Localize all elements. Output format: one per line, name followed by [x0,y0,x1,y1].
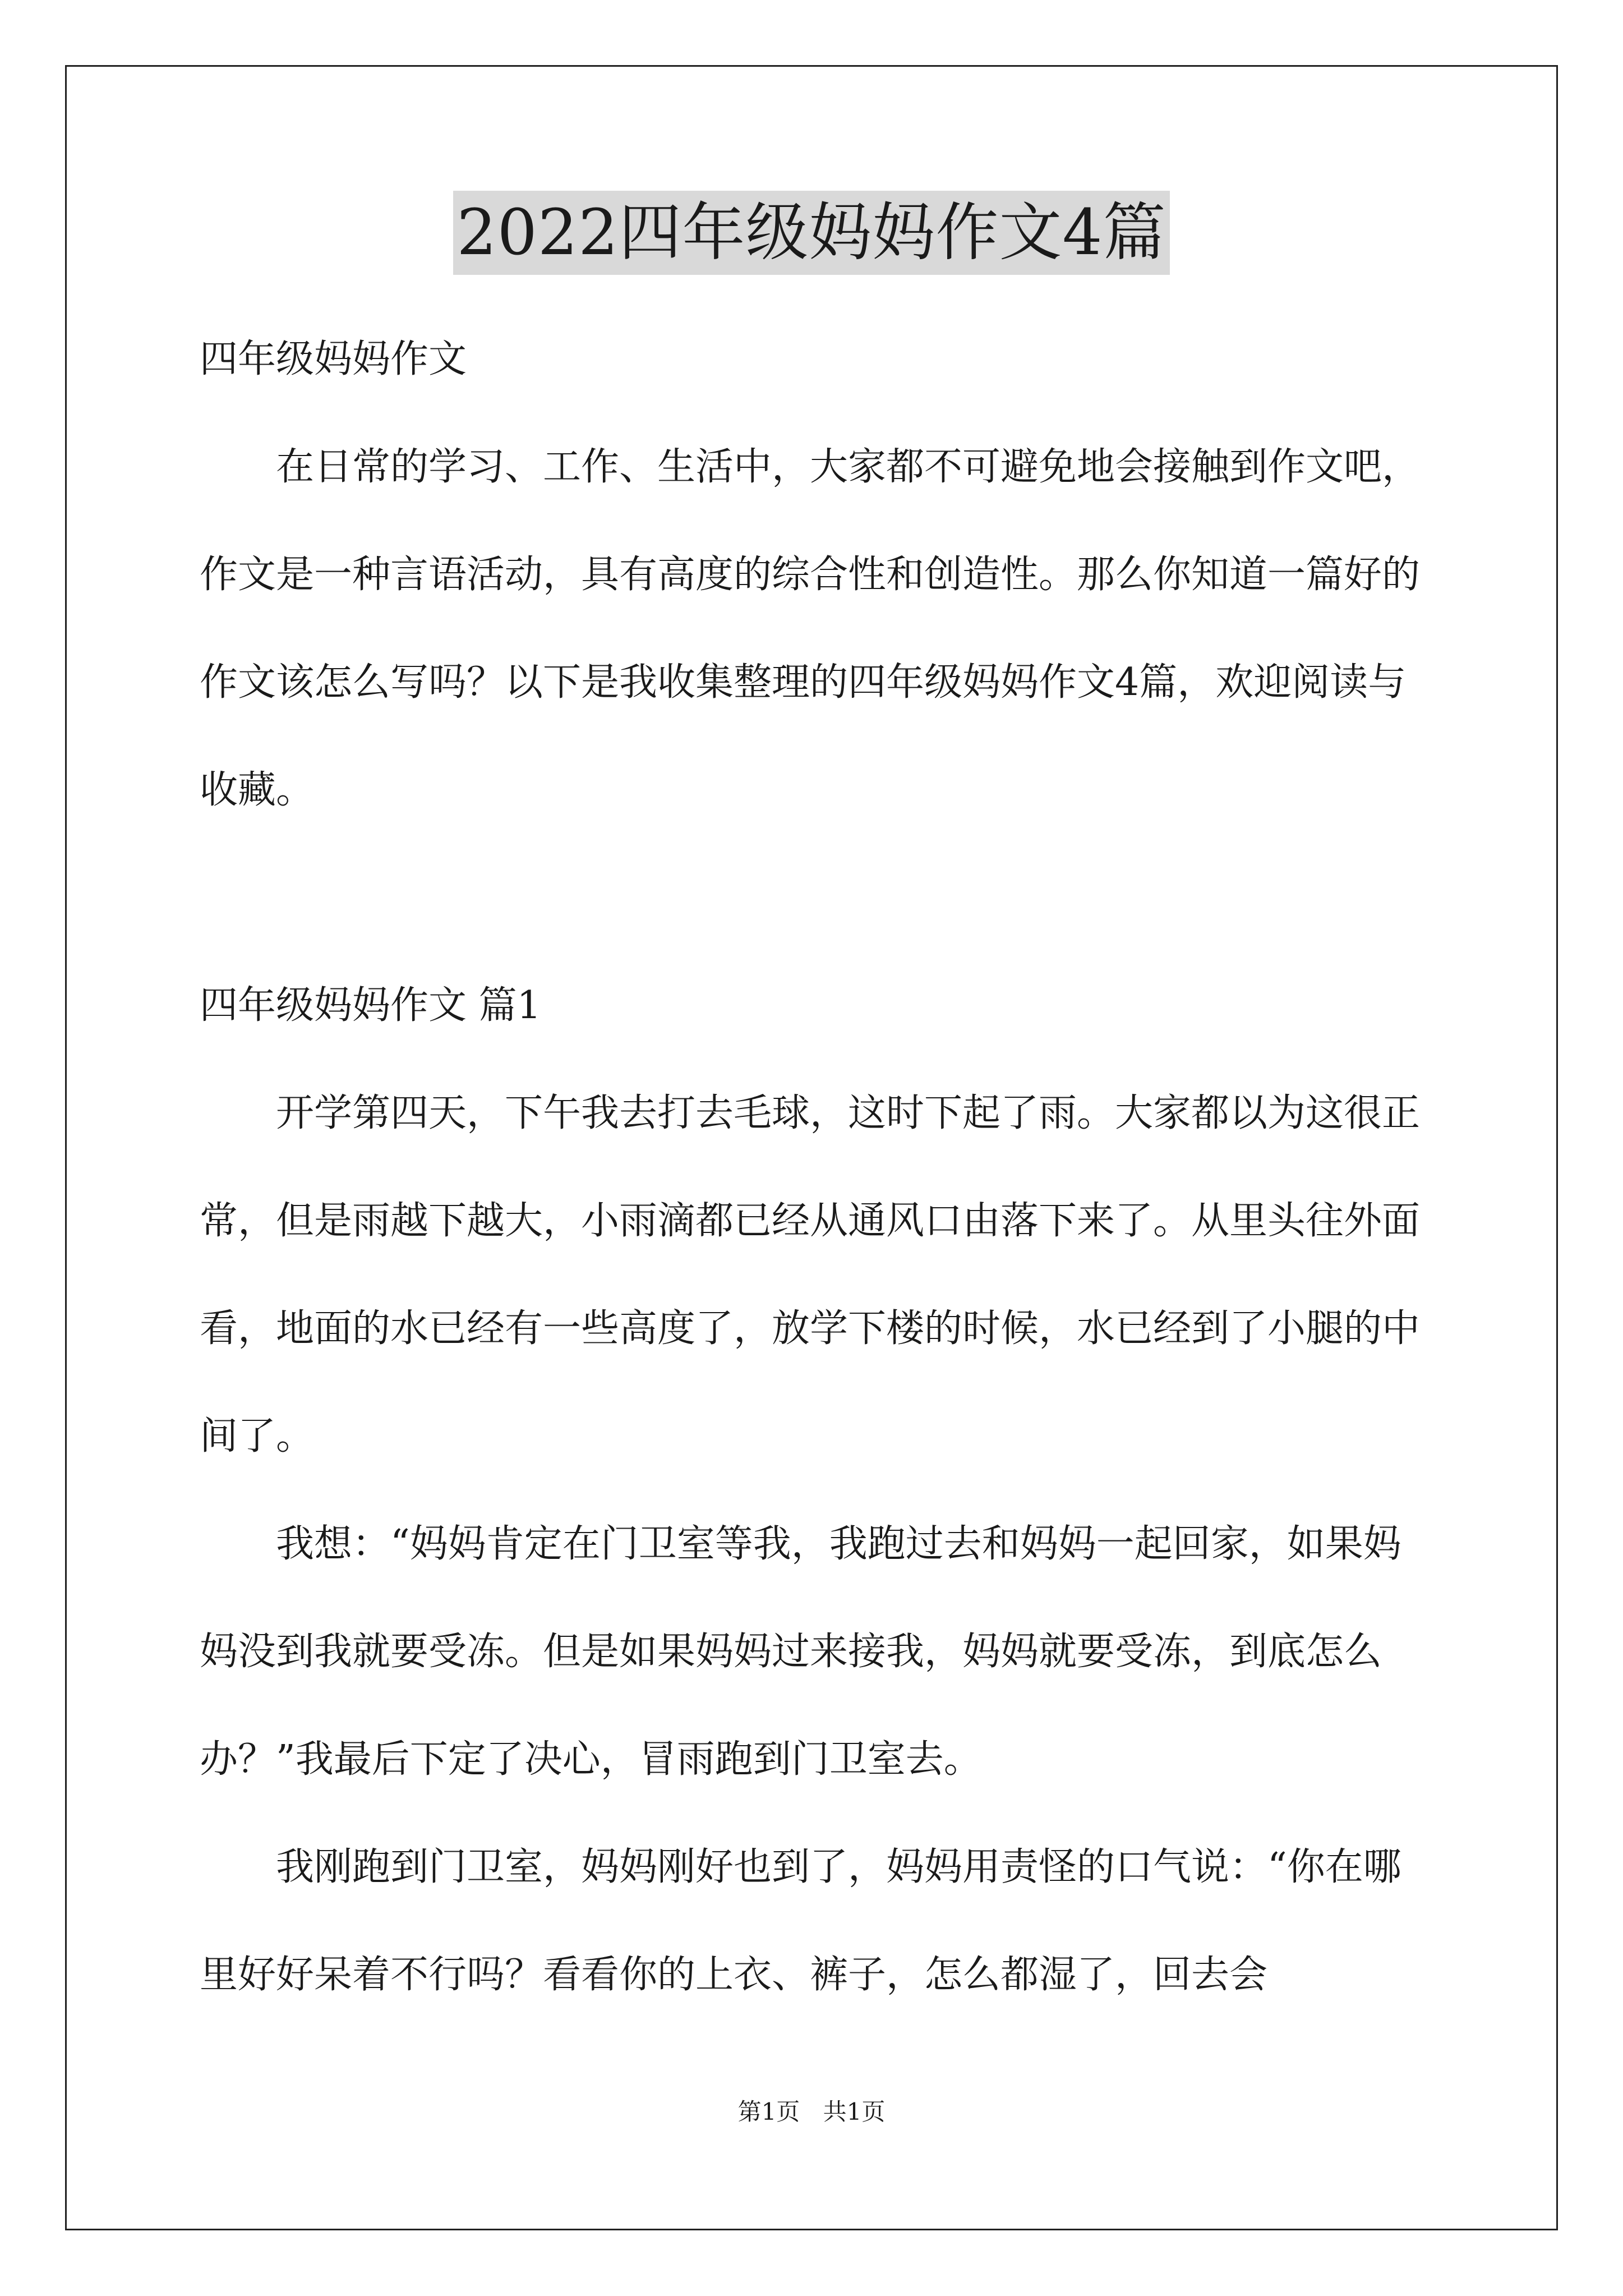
page-number: 第1页 [737,2098,800,2125]
title-container [0,191,1623,275]
page-total: 共1页 [823,2098,886,2125]
document-body [200,306,1439,2029]
section-1-paragraph-3: 我刚跑到门卫室，妈妈刚好也到了，妈妈用责怪的口气说：“你在哪里好好呆着不行吗？看看你的上衣、裤子，怎么都湿了，回去会 [200,1845,1401,1997]
document-title: 2022四年级妈妈作文4篇 [453,191,1169,275]
section-spacer [200,844,1439,952]
section-1-paragraph-2: 我想：“妈妈肯定在门卫室等我，我跑过去和妈妈一起回家，如果妈妈没到我就要受冻。但是如果妈妈过来接我，妈妈就要受冻，到底怎么办？”我最后下定了决心，冒雨跑到门卫室去。 [200,1522,1401,1782]
intro-paragraph: 在日常的学习、工作、生活中，大家都不可避免地会接触到作文吧，作文是一种言语活动，具有高度的综合性和创造性。那么你知道一篇好的作文该怎么写吗？以下是我收集整理的四年级妈妈作文4篇，欢迎阅读与收藏。 [200,445,1421,812]
section-1-paragraph-1: 开学第四天，下午我去打去毛球，这时下起了雨。大家都以为这很正常，但是雨越下越大，小雨滴都已经从通风口由落下来了。从里头往外面看，地面的水已经有一些高度了，放学下楼的时候，水已经到了小腿的中间了。 [200,1091,1421,1458]
section-1-heading: 四年级妈妈作文 篇1 [200,983,541,1028]
page-footer [0,2095,1623,2129]
intro-subheading: 四年级妈妈作文 [200,337,467,381]
